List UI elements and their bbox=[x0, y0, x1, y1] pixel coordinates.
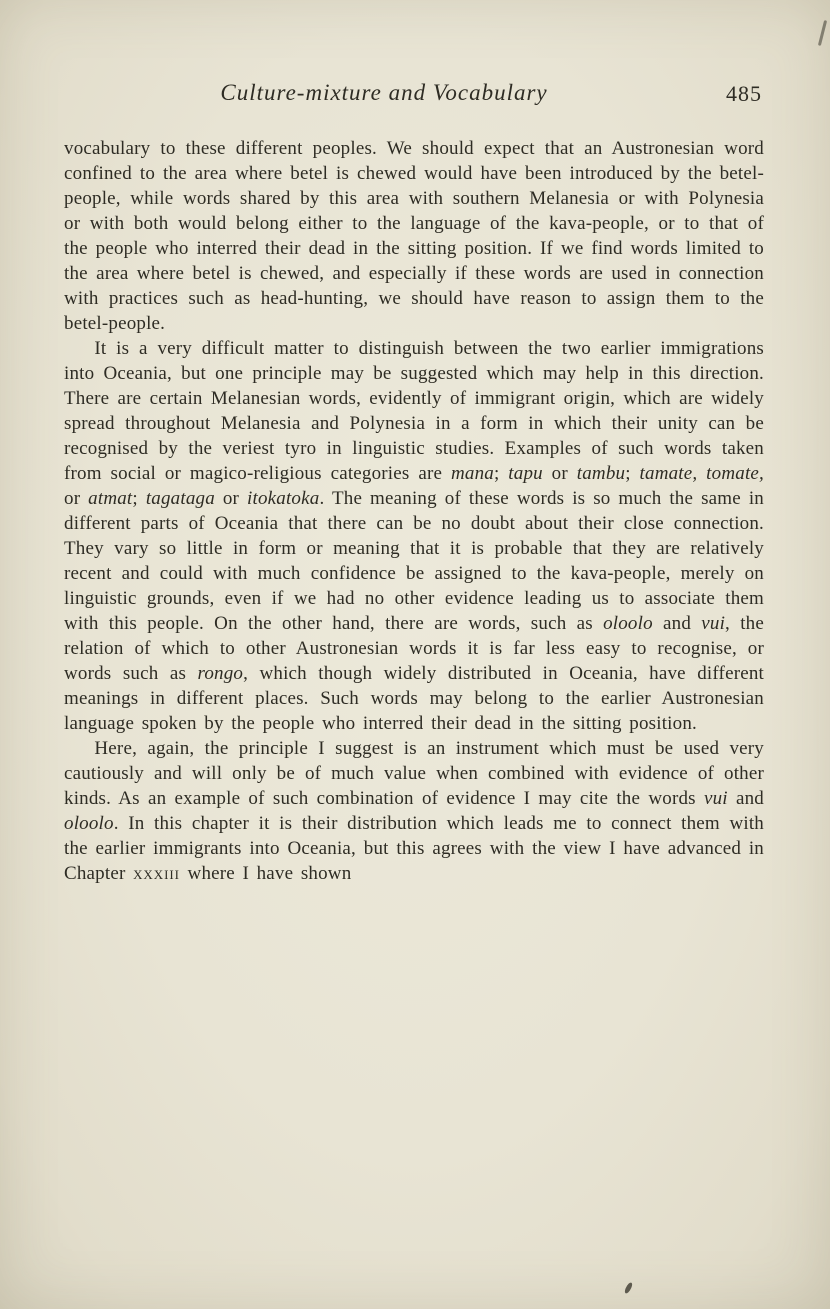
running-title: Culture-mixture and Vocabulary bbox=[220, 80, 548, 105]
text-run: vocabulary to these different peoples. We should expect that an Austronesian word confined to the area where betel is chewed would have been introduced by the betel-people, while words shared by this area with southern Melanesia or with Polynesia or with both would belong either to the language of the kava-people, or to that of the people who interred their dead in the sitting position. If we find words limited to the area where betel is chewed, and especially if these words are used in connection with practices such as head-hunting, we should have reason to assign them to the betel-people. bbox=[64, 138, 764, 334]
page-body bbox=[64, 136, 764, 886]
italic-term: vui bbox=[703, 788, 728, 809]
paragraph bbox=[64, 136, 764, 336]
text-run: or bbox=[64, 488, 89, 509]
italic-term: rongo bbox=[197, 663, 244, 684]
small-caps-numeral: xxxiii bbox=[133, 863, 180, 884]
text-run: and bbox=[727, 788, 764, 809]
ink-speck bbox=[624, 1282, 633, 1295]
italic-term: atmat bbox=[88, 488, 133, 509]
italic-term: tamate, tomate, bbox=[639, 463, 764, 484]
text-run: where I have shown bbox=[179, 863, 352, 884]
text-run: It is a very difficult matter to distinguish between the two earlier immigrations into Oceania, but one principle may be suggested which may help in this direction. There are certain Melanesian words, evidently of immigrant origin, which are widely spread throughout Melanesia and Polynesia in a form in which their unity can be recognised by the veriest tyro in linguistic studies. Examples of such words taken from social or magico-religious categories are bbox=[64, 338, 764, 484]
italic-term: tapu bbox=[508, 463, 543, 484]
text-run: , the relation of which to other Austronesian words it is far less easy to recognise, or words such as bbox=[64, 613, 765, 684]
italic-term: oloolo bbox=[64, 813, 114, 834]
text-run: ; bbox=[625, 463, 640, 484]
paragraph bbox=[64, 736, 764, 886]
text-run: , which though widely distributed in Oceania, have different meanings in different places. Such words may belong to the earlier Austronesian language spoken by the people who interred their dead in the sitting position. bbox=[64, 663, 765, 734]
italic-term: itokatoka bbox=[247, 488, 320, 509]
italic-term: mana bbox=[450, 463, 494, 484]
italic-term: tambu bbox=[576, 463, 626, 484]
text-run: ; bbox=[132, 488, 146, 509]
text-run: Here, again, the principle I suggest is an instrument which must be used very cautiously and will only be of much value when combined with evidence of other kinds. As an example of such combination of evidence I may cite the words bbox=[64, 738, 764, 809]
text-run: ; bbox=[493, 463, 509, 484]
text-run: . In this chapter it is their distribution which leads me to connect them with the earlier immigrants into Oceania, but this agrees with the view I have advanced in Chapter bbox=[64, 813, 764, 884]
text-run: and bbox=[652, 613, 702, 634]
ink-speck bbox=[818, 20, 827, 46]
page-number: 485 bbox=[726, 81, 762, 106]
text-run: or bbox=[214, 488, 248, 509]
text-block bbox=[64, 80, 764, 886]
page-header bbox=[64, 80, 764, 114]
text-run: . The meaning of these words is so much the same in different parts of Oceania that there can be no doubt about their close connection. They vary so little in form or meaning that it is probable that they are relatively recent and could with much confidence be assigned to the kava-people, merely on linguistic grounds, even if we had no other evidence leading us to associate them with this people. On the other hand, there are words, such as bbox=[64, 488, 764, 634]
italic-term: oloolo bbox=[603, 613, 653, 634]
text-run: or bbox=[542, 463, 577, 484]
paragraph bbox=[64, 336, 764, 736]
italic-term: tagataga bbox=[145, 488, 215, 509]
italic-term: vui bbox=[701, 613, 726, 634]
